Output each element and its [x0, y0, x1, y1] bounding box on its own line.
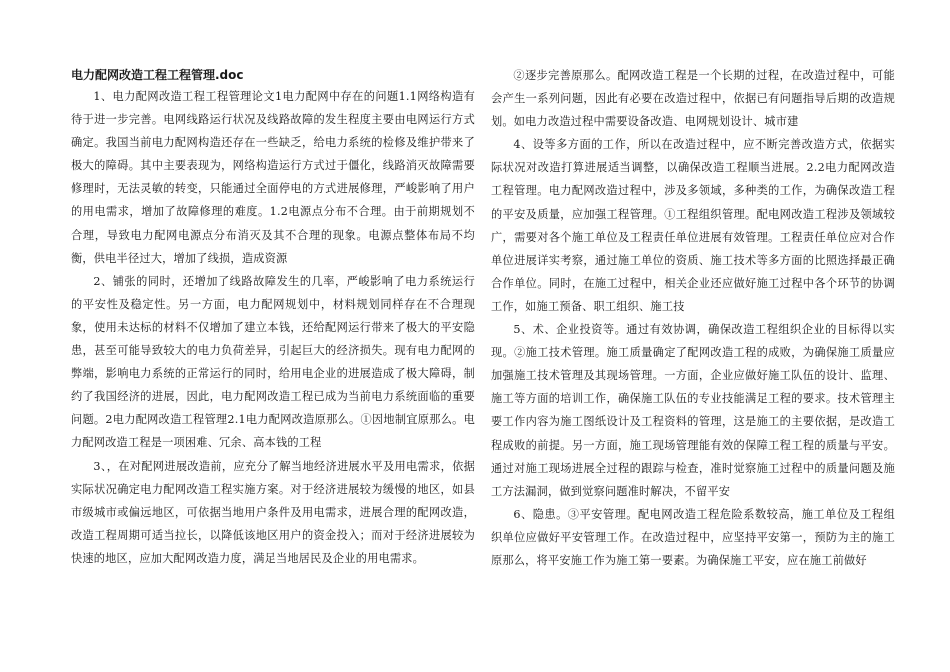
paragraph-2: 2、铺张的同时，还增加了线路故障发生的几率，严峻影响了电力系统运行的平安性及稳定性。另一方面，电力配网规划中，材料规划同样存在不合理现象，使用未达标的材料不仅增加了建立本钱，还给配网运行带来了极大的平安隐患，甚至可能导致较大的电力负荷差异，引起巨大的经济损失。现有电力配网的弊端，影响电力系统的正常运行的同时，给用电企业的进展造成了极大障碍，制约了我国经济的进展，因此，电力配网改造工程已成为当前电力系统面临的重要问题。2电力配网改造工程管理2.1电力配网改造原那么。①因地制宜原那么。电力配网改造工程是一项困难、冗余、高本钱的工程: [71, 274, 475, 450]
paragraph-5: 5、术、企业投资等。通过有效协调，确保改造工程组织企业的目标得以实现。②施工技术管理。施工质量确定了配网改造工程的成败，为确保施工质量应加强施工技术管理及其现场管理。一方面，企业应做好施工队伍的设计、监理、施工等方面的培训工作，确保施工队伍的专业技能满足工程的要求。技术管理主要工作内容为施工图纸设计及工程资料的管理，这是施工的主要依据，是改造工程成败的前提。另一方面，施工现场管理能有效的保障工程工程的质量与平安。通过对施工现场进展全过程的跟踪与检查，准时觉察施工过程中的质量问题及施工方法漏洞，做到觉察问题准时解决，不留平安: [491, 323, 895, 498]
left-column: [71, 64, 475, 570]
right-column: [491, 64, 895, 572]
paragraph-4: 4、设等多方面的工作，所以在改造过程中，应不断完善改造方式，依据实际状况对改造打算进展适当调整，以确保改造工程顺当进展。2.2电力配网改造工程管理。电力配网改造过程中，涉及多领域，多种类的工作，为确保改造工程的平安及质量，应加强工程管理。①工程组织管理。配电网改造工程涉及领域较广，需要对各个施工单位及工程责任单位进展有效管理。工程责任单位应对合作单位进展详实考察，通过施工单位的资质、施工技术等多方面的比照选择最正确合作单位。同时，在施工过程中，相关企业还应做好施工过程中各个环节的协调工作，如施工预备、职工组织、施工技: [491, 138, 895, 313]
paragraph-3: 3、，在对配网进展改造前，应充分了解当地经济进展水平及用电需求，依据实际状况确定电力配网改造工程实施方案。对于经济进展较为缓慢的地区，如县市级城市或偏远地区，可依据当地用户条件及用电需求，进展合理的配网改造，改造工程周期可适当拉长，以降低该地区用户的资金投入；而对于经济进展较为快速的地区，应加大配网改造力度，满足当地居民及企业的用电需求。: [71, 459, 475, 565]
paragraph-1: 1、电力配网改造工程工程管理论文1电力配网中存在的问题1.1网络构造有待于进一步完善。电网线路运行状况及线路故障的发生程度主要由电网运行方式确定。我国当前电力配网构造还存在一些缺乏，给电力系统的检修及维护带来了极大的障碍。其中主要表现为，网络构造运行方式过于僵化，线路消灭故障需要修理时，无法灵敏的转变，只能通过全面停电的方式进展修理，严峻影响了用户的用电需求，增加了故障修理的难度。1.2电源点分布不合理。由于前期规划不合理，导致电力配网电源点分布消灭及其不合理的现象。电源点整体布局不均衡，供电半径过大，增加了线损，造成资源: [71, 90, 475, 265]
paragraph-continued: ②逐步完善原那么。配网改造工程是一个长期的过程，在改造过程中，可能会产生一系列问题，因此有必要在改造过程中，依据已有问题指导后期的改造规划。如电力改造过程中需要设备改造、电网规划设计、城市建: [491, 69, 895, 129]
paragraph-6: 6、隐患。③平安管理。配电网改造工程危险系数较高，施工单位及工程组织单位应做好平安管理工作。在改造过程中，应坚持平安第一，预防为主的施工原那么，将平安施工作为施工第一要素。为确保施工平安，应在施工前做好: [491, 507, 895, 567]
document-title: 电力配网改造工程工程管理.doc: [71, 68, 244, 82]
